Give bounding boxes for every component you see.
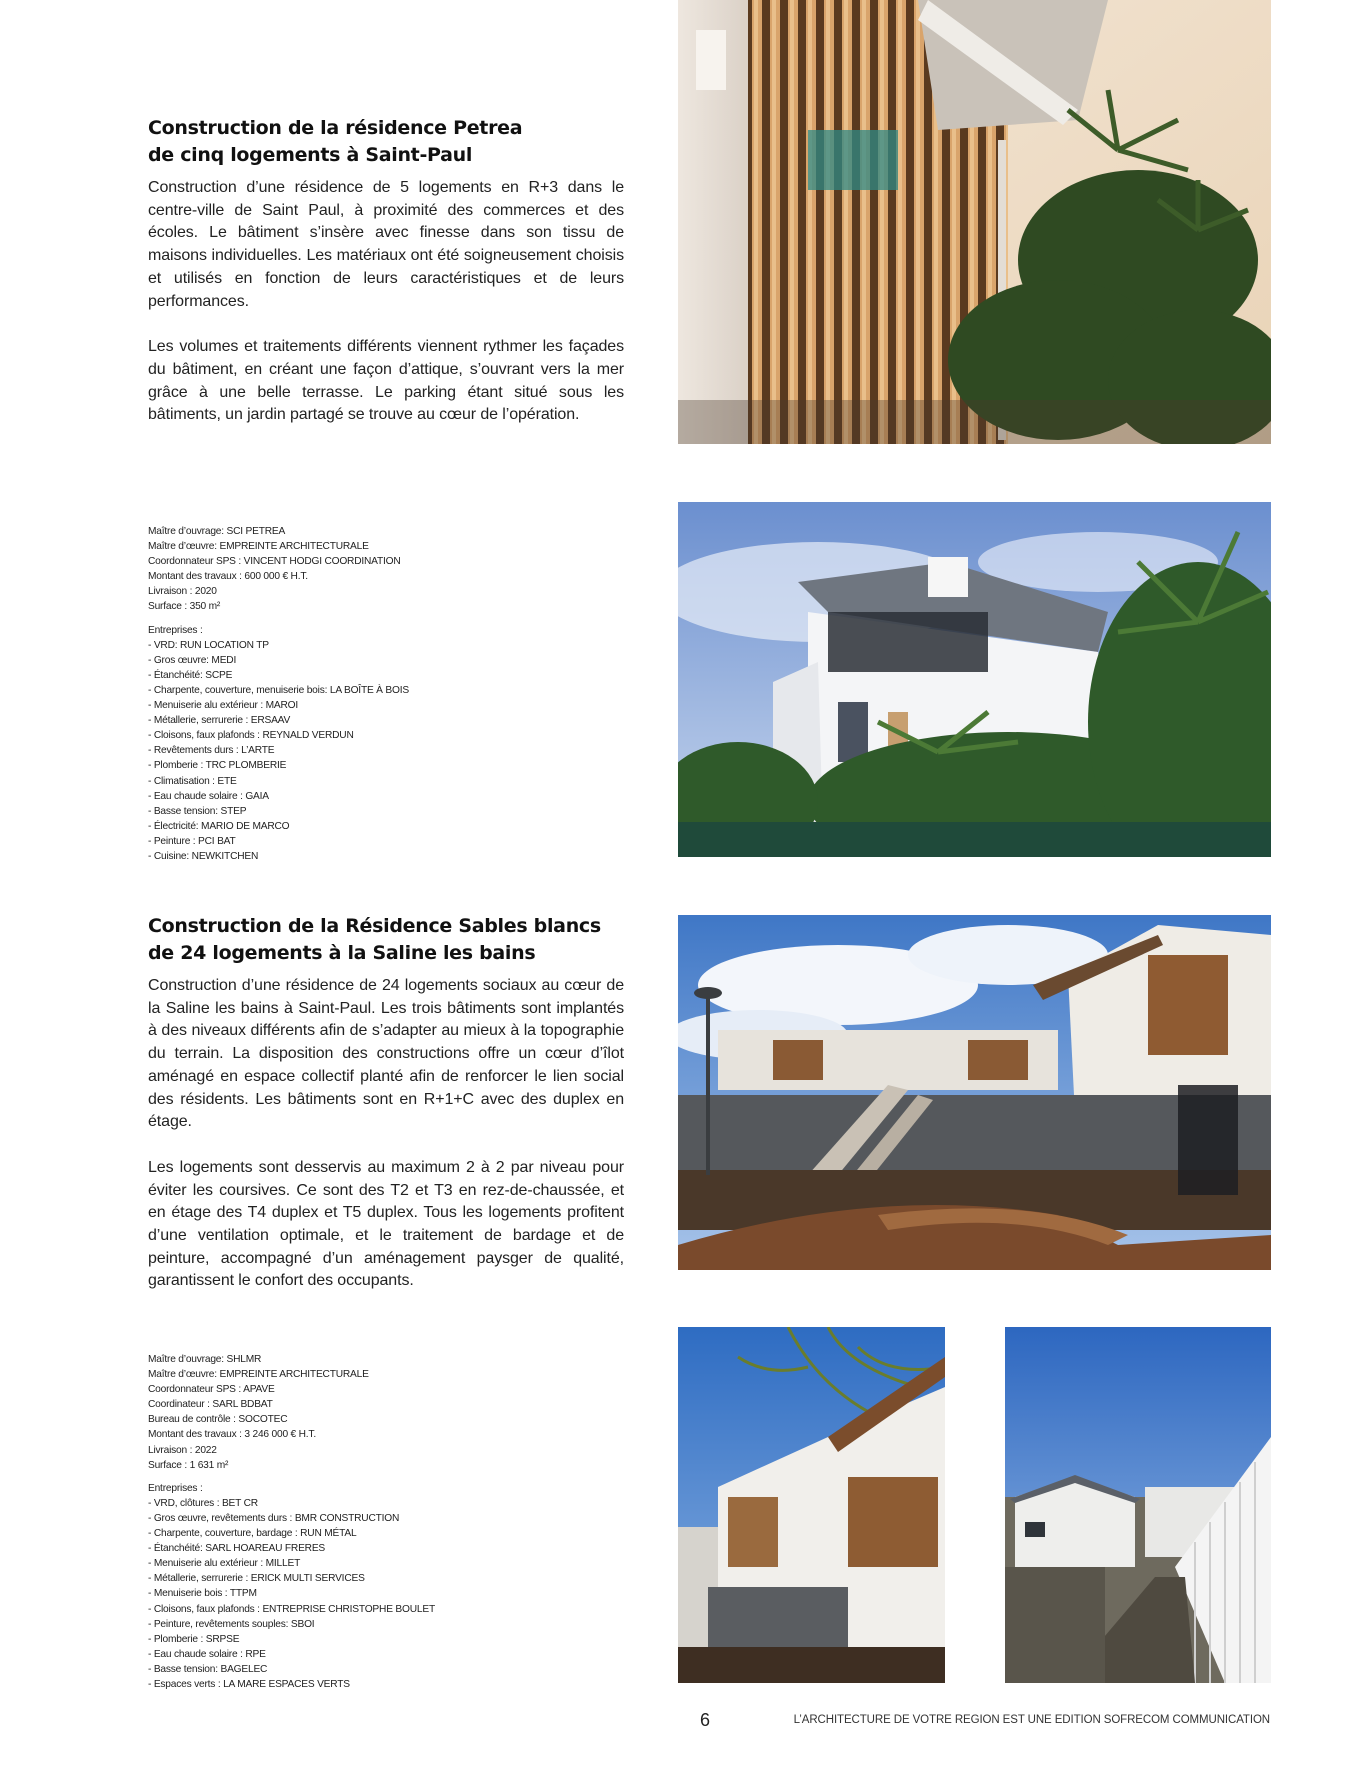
project1-title-line2: de cinq logements à Saint-Paul [148, 144, 473, 166]
company-line: - VRD, clôtures : BET CR [148, 1497, 258, 1509]
credit-line: Maître d’œuvre: EMPREINTE ARCHITECTURALE [148, 1369, 369, 1381]
project2-credits [148, 1352, 435, 1692]
credit-line: Coordonnateur SPS : VINCENT HODGI COORDINATION [148, 556, 401, 568]
company-line: - Espaces verts : LA MARE ESPACES VERTS [148, 1678, 350, 1690]
company-line: - Climatisation : ETE [148, 775, 237, 787]
credit-line: Montant des travaux : 600 000 € H.T. [148, 571, 308, 583]
company-line: - Plomberie : SRPSE [148, 1633, 240, 1645]
company-line: - Menuiserie bois : TTPM [148, 1588, 257, 1600]
company-line: - Électricité: MARIO DE MARCO [148, 820, 290, 832]
project1-credits [148, 524, 409, 864]
company-line: - Basse tension: BAGELEC [148, 1663, 268, 1675]
photo-sables-fence [1005, 1327, 1271, 1683]
company-line: - Cloisons, faux plafonds : REYNALD VERDUN [148, 730, 354, 742]
company-line: - Métallerie, serrurerie : ERICK MULTI SERVICES [148, 1573, 365, 1585]
project1-title [148, 115, 624, 169]
company-line: Entreprises : [148, 1482, 203, 1494]
credit-line: Livraison : 2020 [148, 586, 217, 598]
project1-paragraph2: Les volumes et traitements différents viennent rythmer les façades du bâtiment, en créant une façon d’attique, s’ouvrant vers la mer grâce à une belle terrasse. Le parking étant situé sous les bâtiments, un jardin partagé se trouve au cœur de l’opération. [148, 338, 624, 424]
company-line: - Cloisons, faux plafonds : ENTREPRISE CHRISTOPHE BOULET [148, 1603, 435, 1615]
company-line: - Charpente, couverture, bardage : RUN MÉTAL [148, 1528, 357, 1540]
company-line: - VRD: RUN LOCATION TP [148, 639, 269, 651]
company-line: - Charpente, couverture, menuiserie bois: LA BOÎTE À BOIS [148, 684, 409, 696]
credit-line: Livraison : 2022 [148, 1444, 217, 1456]
project2-title-line2: de 24 logements à la Saline les bains [148, 942, 536, 964]
company-line: - Eau chaude solaire : RPE [148, 1648, 266, 1660]
project2-section [148, 913, 624, 1293]
credit-line: Maître d’œuvre: EMPREINTE ARCHITECTURALE [148, 541, 369, 553]
company-line: - Étanchéité: SCPE [148, 669, 233, 681]
company-line: - Peinture : PCI BAT [148, 835, 236, 847]
credit-line: Maître d’ouvrage: SHLMR [148, 1354, 262, 1365]
company-line: - Métallerie, serrurerie : ERSAAV [148, 715, 291, 727]
company-line: - Revêtements durs : L’ARTE [148, 745, 275, 757]
company-line: - Eau chaude solaire : GAIA [148, 790, 269, 802]
project2-title-line1: Construction de la Résidence Sables blancs [148, 915, 601, 937]
credit-line: Surface : 1 631 m² [148, 1459, 229, 1471]
company-line: - Cuisine: NEWKITCHEN [148, 850, 259, 862]
company-line: - Menuiserie alu extérieur : MILLET [148, 1558, 301, 1570]
credit-line: Bureau de contrôle : SOCOTEC [148, 1414, 288, 1426]
project1-section [148, 115, 624, 427]
photo-petrea-building [678, 502, 1271, 857]
credit-line: Coordonnateur SPS : APAVE [148, 1384, 275, 1396]
company-line: - Menuiserie alu extérieur : MAROI [148, 700, 299, 712]
company-line: Entreprises : [148, 624, 203, 636]
photo-sables-stairs [678, 1327, 945, 1683]
project1-paragraph1: Construction d’une résidence de 5 logements en R+3 dans le centre-ville de Saint Paul, à proximité des commerces et des écoles. Le bâtiment s’insère avec finesse dans son tissu de maisons individuelles. Les matériaux ont été soigneusement choisis et utilisés en fonction de leurs caractéristiques et de leurs performances. [148, 179, 624, 310]
project1-title-line1: Construction de la résidence Petrea [148, 117, 523, 139]
project2-paragraph1: Construction d’une résidence de 24 logements sociaux au cœur de la Saline les bains à Saint-Paul. Les trois bâtiments sont implantés à des niveaux différents afin de s’adapter au mieux à la topographie du terrain. La disposition des constructions offre un cœur d’îlot aménagé en espace collectif planté afin de renforcer le lien social des résidents. Les bâtiments sont en R+1+C avec des duplex en étage. [148, 977, 624, 1131]
project2-paragraph2: Les logements sont desservis au maximum 2 à 2 par niveau pour éviter les coursives. Ce sont des T2 et T3 en rez-de-chaussée, et en étage des T4 duplex et T5 duplex. Tous les logements profitent d’une ventilation optimale, et le traitement de bardage et de peinture, accompagné d’un aménagement paysger de qualité, garantissent le confort des occupants. [148, 1158, 624, 1290]
credit-line: Surface : 350 m² [148, 601, 221, 613]
company-line: - Peinture, revêtements souples: SBOI [148, 1618, 315, 1630]
photo-sables-courtyard [678, 915, 1271, 1270]
company-line: - Plomberie : TRC PLOMBERIE [148, 760, 287, 772]
footer-publication-note: L’ARCHITECTURE DE VOTRE REGION EST UNE EDITION SOFRECOM COMMUNICATION [793, 1714, 1270, 1726]
company-line: - Basse tension: STEP [148, 805, 247, 817]
credit-line: Coordinateur : SARL BDBAT [148, 1399, 273, 1411]
company-line: - Gros œuvre, revêtements durs : BMR CONSTRUCTION [148, 1512, 400, 1524]
company-line: - Étanchéité: SARL HOAREAU FRERES [148, 1543, 326, 1555]
company-line: - Gros œuvre: MEDI [148, 654, 237, 666]
photo-petrea-facade [678, 0, 1271, 444]
credit-line: Montant des travaux : 3 246 000 € H.T. [148, 1429, 316, 1441]
credit-line: Maître d’ouvrage: SCI PETREA [148, 526, 286, 537]
page-number: 6 [700, 1710, 711, 1730]
project2-title [148, 913, 624, 967]
